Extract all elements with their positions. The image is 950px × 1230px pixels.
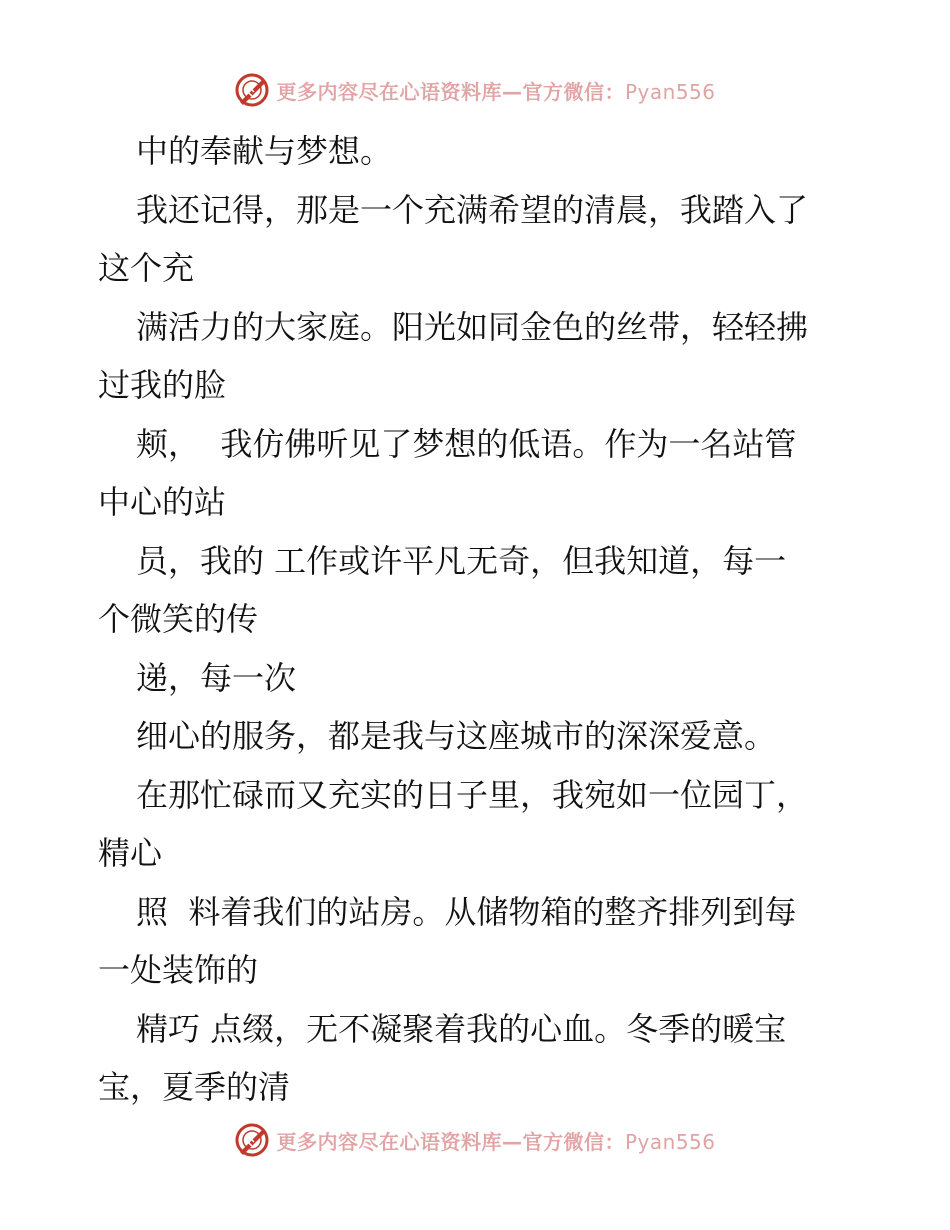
body-line: 过我的脸 (98, 366, 227, 404)
document-body (98, 122, 858, 1117)
header-wechat-id: Pyan556 (624, 79, 716, 104)
body-line: 递，每一次 (136, 658, 297, 697)
body-line: 精巧 点缀，无不凝聚着我的心血。冬季的暖宝 (136, 1009, 787, 1048)
body-line: 在那忙碌而又充实的日子里，我宛如一位园丁， (136, 775, 809, 814)
body-line: 一处装饰的 (98, 951, 259, 989)
body-line: 宝，夏季的清 (98, 1068, 291, 1106)
body-line: 这个充 (98, 249, 195, 287)
body-line: 员，我的 工作或许平凡无奇，但我知道，每一 (136, 541, 787, 580)
footer-text: 更多内容尽在心语资料库—官方微信： (276, 1129, 625, 1154)
footer-banner (0, 1120, 950, 1160)
body-line: 细心的服务，都是我与这座城市的深深爱意。 (136, 717, 777, 755)
body-line: 满活力的大家庭。阳光如同金色的丝带，轻轻拂 (136, 307, 809, 346)
body-line: 精心 (98, 834, 163, 872)
body-line: 个微笑的传 (98, 600, 259, 638)
footer-banner-text (276, 1126, 715, 1155)
header-banner-text (276, 76, 715, 105)
body-line: 照 料着我们的站房。从储物箱的整齐排列到每 (136, 892, 797, 931)
footer-wechat-id: Pyan556 (624, 1129, 716, 1154)
seal-logo-icon (234, 1122, 270, 1158)
seal-logo-icon (234, 72, 270, 108)
header-text: 更多内容尽在心语资料库—官方微信： (276, 79, 625, 104)
body-line: 我还记得，那是一个充满希望的清晨，我踏入了 (136, 190, 809, 229)
body-line: 颊， 我仿佛听见了梦想的低语。作为一名站管 (136, 424, 797, 463)
body-line: 中的奉献与梦想。 (136, 132, 393, 170)
body-line: 中心的站 (98, 483, 227, 521)
header-banner (0, 70, 950, 110)
